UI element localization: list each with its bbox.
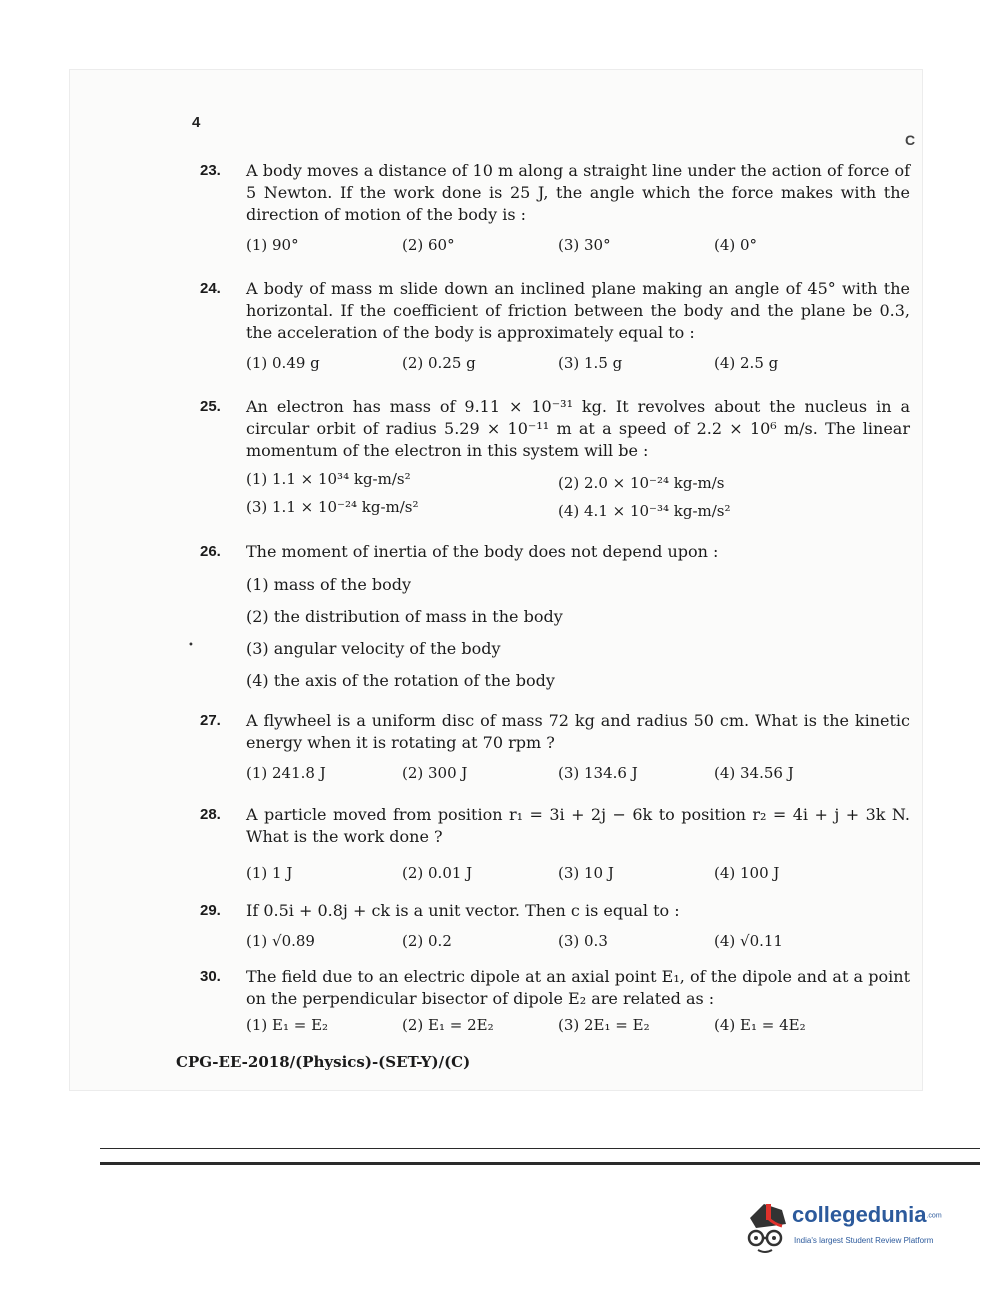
question-number: 29.: [200, 902, 221, 919]
question-26: [200, 541, 910, 697]
option-3: (3) 2E₁ = E₂: [558, 1016, 650, 1034]
brand-name: collegedunia.com: [792, 1202, 942, 1227]
option-1: (1) 1.1 × 10³⁴ kg-m/s²: [246, 470, 411, 488]
question-text: The moment of inertia of the body does not depend upon :: [246, 542, 719, 561]
options: [246, 234, 910, 262]
option-1: (1) 90°: [246, 236, 299, 254]
question-28: [200, 804, 910, 890]
option-3: (3) 134.6 J: [558, 764, 638, 782]
option-1: (1) 241.8 J: [246, 764, 326, 782]
question-number: 28.: [200, 806, 221, 823]
option-2: (2) the distribution of mass in the body: [246, 607, 563, 626]
question-text: A flywheel is a uniform disc of mass 72 kg and radius 50 cm. What is the kinetic energy when it is rotating at 70 rpm ?: [246, 711, 910, 752]
question-number: 23.: [200, 162, 221, 179]
question-text: The field due to an electric dipole at an axial point E₁, of the dipole and at a point on the perpendicular bisector of dipole E₂ are related as :: [246, 967, 910, 1008]
options: [246, 862, 910, 890]
option-4: (4) 34.56 J: [714, 764, 794, 782]
question-number: 27.: [200, 712, 221, 729]
option-2: (2) 0.25 g: [402, 354, 476, 372]
question-text: A particle moved from position r₁ = 3i + 2j − 6k to position r₂ = 4i + j + 3k N. What is the work done ?: [246, 805, 910, 846]
page-number: 4: [192, 114, 201, 131]
question-text: A body of mass m slide down an inclined plane making an angle of 45° with the horizontal. If the coefficient of friction between the body and the plane be 0.3, the acceleration of the body is approximately equal to :: [246, 279, 910, 342]
question-30: [200, 966, 910, 1042]
options: [246, 762, 910, 790]
option-3: (3) 1.5 g: [558, 354, 623, 372]
question-text: If 0.5i + 0.8j + ck is a unit vector. Then c is equal to :: [246, 901, 680, 920]
option-2: (2) E₁ = 2E₂: [402, 1016, 494, 1034]
margin-tick: •: [188, 640, 194, 651]
question-text: An electron has mass of 9.11 × 10⁻³¹ kg. It revolves about the nucleus in a circular orbit of radius 5.29 × 10⁻¹¹ m at a speed of 2.2 × 10⁶ m/s. The linear momentum of the electron in this system will be :: [246, 397, 910, 460]
option-4: (4) E₁ = 4E₂: [714, 1016, 806, 1034]
question-text: A body moves a distance of 10 m along a straight line under the action of force of 5 Newton. If the work done is 25 J, the angle which the force makes with the direction of motion of the body is :: [246, 161, 910, 224]
option-1: (1) √0.89: [246, 932, 315, 950]
question-number: 26.: [200, 543, 221, 560]
option-3: (3) 0.3: [558, 932, 608, 950]
options: [246, 352, 910, 380]
question-23: [200, 160, 910, 262]
option-2: (2) 2.0 × 10⁻²⁴ kg-m/s: [558, 474, 725, 492]
question-25: [200, 396, 910, 524]
collegedunia-logo: [742, 1196, 962, 1260]
question-number: 30.: [200, 968, 221, 985]
option-2: (2) 300 J: [402, 764, 468, 782]
question-27: [200, 710, 910, 790]
options: [246, 1014, 910, 1042]
option-4: (4) 2.5 g: [714, 354, 779, 372]
question-24: [200, 278, 910, 380]
options: [246, 930, 910, 958]
option-3: (3) angular velocity of the body: [246, 639, 501, 658]
option-3: (3) 10 J: [558, 864, 614, 882]
option-2: (2) 0.2: [402, 932, 452, 950]
question-number: 24.: [200, 280, 221, 297]
corner-mark: C: [905, 132, 916, 148]
option-4: (4) 100 J: [714, 864, 780, 882]
option-4: (4) √0.11: [714, 932, 783, 950]
option-2: (2) 60°: [402, 236, 455, 254]
divider-line-thick: [100, 1162, 980, 1165]
options: [246, 468, 910, 524]
options: [246, 569, 910, 697]
question-29: [200, 900, 910, 958]
brand-tagline: India's largest Student Review Platform: [794, 1236, 934, 1245]
option-3: (3) 30°: [558, 236, 611, 254]
option-4: (4) the axis of the rotation of the body: [246, 671, 555, 690]
option-1: (1) 0.49 g: [246, 354, 320, 372]
option-2: (2) 0.01 J: [402, 864, 473, 882]
option-1: (1) 1 J: [246, 864, 293, 882]
paper-code: CPG-EE-2018/(Physics)-(SET-Y)/(C): [176, 1053, 471, 1071]
option-1: (1) E₁ = E₂: [246, 1016, 329, 1034]
option-1: (1) mass of the body: [246, 575, 412, 594]
divider-line: [100, 1148, 980, 1149]
option-4: (4) 0°: [714, 236, 758, 254]
question-number: 25.: [200, 398, 221, 415]
option-3: (3) 1.1 × 10⁻²⁴ kg-m/s²: [246, 498, 419, 516]
student-mascot-icon: [742, 1196, 790, 1256]
option-4: (4) 4.1 × 10⁻³⁴ kg-m/s²: [558, 502, 731, 520]
